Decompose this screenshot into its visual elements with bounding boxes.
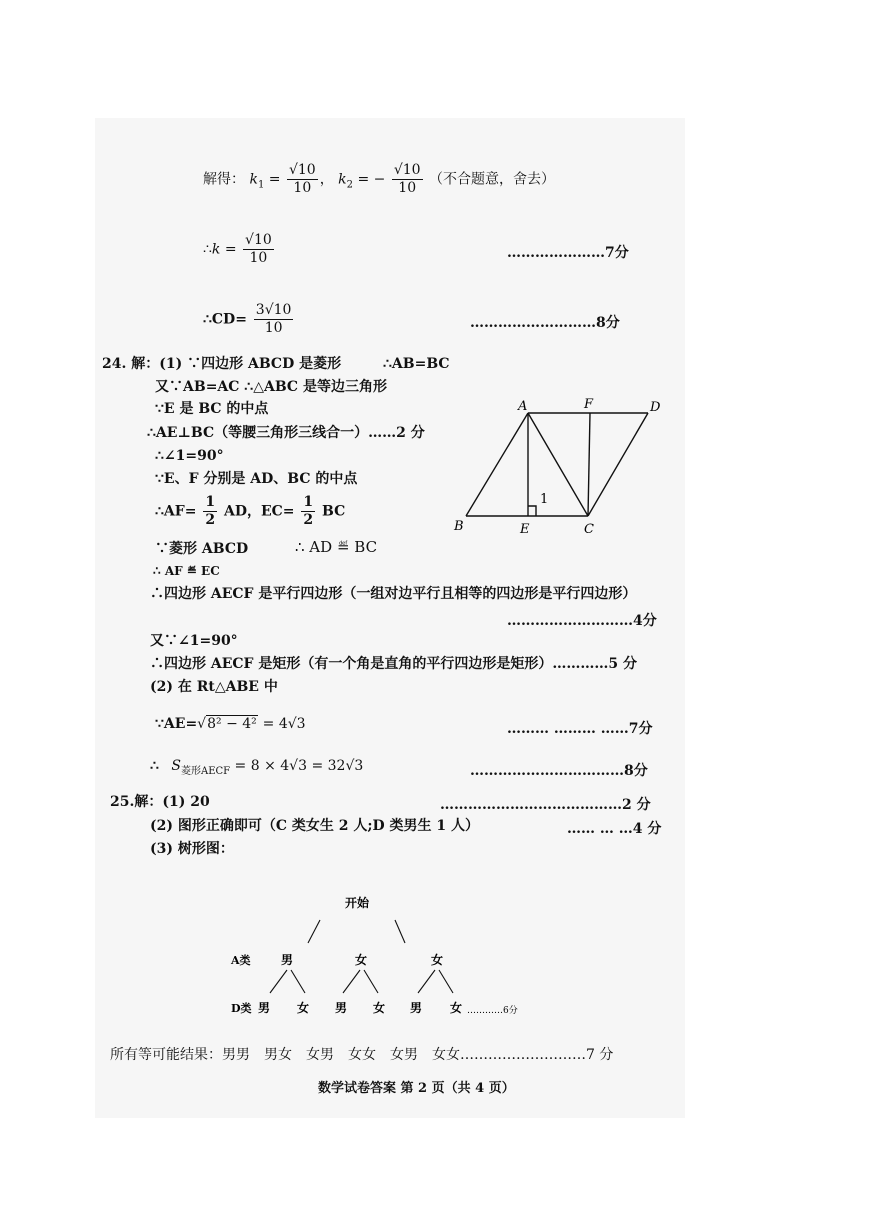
q25-score-2: …………………………………2 分 — [440, 797, 651, 813]
q24-line-13: (2) 在 Rt△ABE 中 — [150, 679, 278, 695]
q25-line-3: (3) 树形图： — [150, 841, 234, 857]
branch-root-left — [308, 920, 320, 943]
ec-prefix: AD，EC= — [223, 503, 295, 520]
tree-d-2: 女 — [297, 1001, 310, 1015]
branch-root-right — [395, 920, 405, 943]
right-angle-mark — [528, 506, 536, 516]
edge-dc — [588, 413, 648, 516]
k1-denominator: 10 — [293, 180, 312, 196]
label-a: A — [518, 399, 528, 414]
q24-score-7: ……… ……… ……7分 — [507, 721, 653, 737]
branch-a3-right — [439, 970, 453, 993]
tree-d-5: 男 — [410, 1001, 423, 1015]
k-symbol: k — [211, 241, 221, 258]
k2-subscript: 2 — [346, 179, 354, 191]
k2-fraction — [392, 162, 423, 197]
q24-line-15 — [150, 757, 363, 781]
q24-line-4: ∴AE⊥BC（等腰三角形三线合一）……2 分 — [147, 425, 425, 441]
half-num-1: 1 — [205, 494, 216, 510]
label-d: D — [650, 400, 661, 415]
k1-fraction — [287, 162, 318, 197]
branch-a1-left — [270, 970, 287, 993]
half-fraction-2 — [301, 494, 315, 529]
tree-diagram — [225, 885, 555, 1020]
branch-a2-right — [364, 970, 378, 993]
k1-numerator: √10 — [288, 162, 316, 178]
k2-denominator: 10 — [398, 180, 417, 196]
q25-results-line: 所有等可能结果：男男 男女 女男 女女 女男 女女………………………7 分 — [110, 1047, 614, 1063]
branch-a2-left — [343, 970, 360, 993]
q24-score-8: ……………………………8分 — [470, 763, 648, 779]
q24-line-8b: ∴ AD ≝ BC — [295, 538, 378, 556]
half-den-2: 2 — [303, 512, 314, 528]
tree-a2: 女 — [355, 953, 368, 967]
area-subscript: 菱形AECF — [180, 765, 231, 777]
label-angle-1: 1 — [540, 492, 549, 507]
k1-symbol: k — [249, 171, 258, 188]
k1-subscript: 1 — [257, 179, 265, 191]
k-fraction — [243, 232, 274, 267]
k-denominator: 10 — [249, 250, 268, 266]
half-fraction-1 — [203, 494, 217, 529]
k2-note: （不合题意，舍去） — [429, 171, 556, 188]
tree-d-label: D类 — [231, 1002, 252, 1015]
label-b: B — [454, 519, 464, 534]
q24-line-7 — [155, 494, 345, 529]
half-num-2: 1 — [303, 494, 314, 510]
tree-a1: 男 — [281, 953, 294, 967]
page-footer: 数学试卷答案 第 2 页（共 4 页） — [318, 1081, 515, 1096]
rhombus-figure — [450, 395, 670, 540]
label-e: E — [520, 522, 530, 537]
q24-line-1b: ∴AB=BC — [383, 356, 450, 372]
k2-numerator: √10 — [393, 162, 421, 178]
label-c: C — [584, 522, 594, 537]
segment-ac — [528, 413, 588, 516]
segment-fc — [588, 413, 590, 516]
q23-score-7: …………………7分 — [507, 245, 629, 261]
tree-d-3: 男 — [335, 1001, 348, 1015]
ae-radicand: 8² − 4² — [207, 716, 257, 732]
q24-line-12: ∴四边形 AECF 是矩形（有一个角是直角的平行四边形是矩形）…………5 分 — [150, 656, 637, 672]
q24-line-5: ∴∠1=90° — [155, 448, 224, 464]
q24-line-11: 又∵∠1=90° — [150, 633, 238, 649]
cd-numerator: 3√10 — [255, 302, 292, 318]
q23-solution-line: 解得： $k_1$ = $\frac{√10}{10}$ ， $k_2$ = − $\frac{√10}{10}$ （不合题意，舍去） — [203, 162, 556, 196]
bc-text: BC — [322, 503, 346, 520]
k2-sign: = − — [357, 171, 386, 188]
tree-d-1: 男 — [258, 1001, 271, 1015]
q24-line-9: ∴ AF ≝ EC — [153, 564, 220, 578]
tree-a3: 女 — [431, 953, 444, 967]
ae-result: = 4√3 — [262, 716, 306, 732]
q24-line-2: 又∵AB=AC ∴△ABC 是等边三角形 — [155, 379, 387, 395]
therefore-area: ∴ — [150, 758, 159, 774]
cd-prefix: ∴CD= — [203, 311, 247, 328]
q24-line-1: 24. 解：(1) ∵四边形 ABCD 是菱形 — [102, 356, 342, 372]
tree-d-4: 女 — [373, 1001, 386, 1015]
therefore-k: ∴ — [203, 241, 212, 258]
af-prefix: ∴AF= — [155, 503, 197, 520]
tree-score-6: …………6分 — [467, 1006, 518, 1016]
ae-prefix: ∵AE= — [155, 716, 198, 732]
q25-line-1: 25.解：(1) 20 — [110, 794, 210, 810]
tree-root: 开始 — [345, 896, 370, 910]
branch-a3-left — [418, 970, 435, 993]
tree-d-6: 女 — [450, 1001, 463, 1015]
equals: = — [268, 171, 281, 188]
q23-k-line: ∴k = $\frac{√10}{10}$ — [203, 232, 272, 266]
q23-score-8: ………………………8分 — [470, 315, 620, 331]
branch-a1-right — [291, 970, 305, 993]
half-den-1: 2 — [205, 512, 216, 528]
edge-ab — [466, 413, 528, 516]
q23-cd-line — [203, 302, 295, 337]
q24-score-4: ………………………4分 — [507, 613, 657, 629]
q24-line-14: ∵AE=√8² − 4² = 4√3 — [155, 716, 306, 732]
cd-denominator: 10 — [264, 320, 283, 336]
tree-a-label: A类 — [231, 954, 251, 967]
area-result: = 8 × 4√3 = 32√3 — [234, 758, 364, 774]
q25-score-4: …… … …4 分 — [567, 821, 662, 837]
label-f: F — [584, 397, 594, 412]
cd-fraction — [254, 302, 294, 337]
q24-line-8a: ∵菱形 ABCD — [155, 541, 249, 557]
solve-prefix: 解得： — [203, 171, 245, 188]
area-symbol: S — [171, 758, 181, 774]
k-numerator: √10 — [245, 232, 272, 248]
q24-line-6: ∵E、F 分别是 AD、BC 的中点 — [155, 471, 358, 487]
q25-line-2: (2) 图形正确即可（C 类女生 2 人;D 类男生 1 人） — [150, 818, 480, 834]
k2-symbol: k — [338, 171, 347, 188]
q24-line-3: ∵E 是 BC 的中点 — [155, 401, 269, 417]
q24-line-10: ∴四边形 AECF 是平行四边形（一组对边平行且相等的四边形是平行四边形） — [150, 586, 637, 602]
